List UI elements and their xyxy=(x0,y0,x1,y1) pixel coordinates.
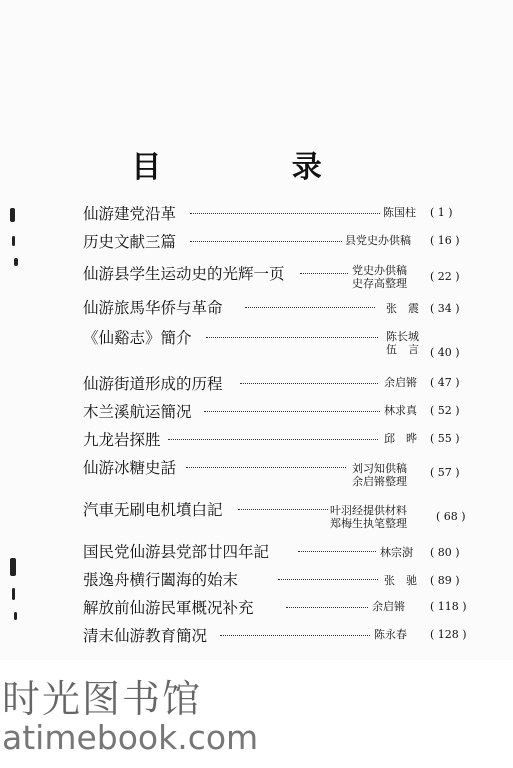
toc-entry xyxy=(0,262,513,296)
entry-page: ( 57 ) xyxy=(430,466,460,479)
entry-title: 仙游街道形成的历程 xyxy=(83,375,223,393)
watermark-chinese: 时光图书馆 xyxy=(2,677,203,721)
entry-page: ( 22 ) xyxy=(430,270,460,283)
dot-leader xyxy=(286,607,368,608)
page-title: 目 录 xyxy=(131,150,382,185)
toc-entry xyxy=(0,296,513,330)
entry-page: ( 16 ) xyxy=(430,234,460,247)
entry-author: 陈永春 xyxy=(374,628,407,641)
dot-leader xyxy=(190,213,380,214)
entry-page: ( 52 ) xyxy=(430,404,460,417)
entry-author: 余启锵 xyxy=(384,376,417,389)
entry-title: 国民党仙游县党部廿四年記 xyxy=(83,543,270,561)
entry-author: 张 震 xyxy=(386,302,419,315)
entry-title: 《仙谿志》簡介 xyxy=(83,329,192,347)
dot-leader xyxy=(278,579,378,580)
dot-leader xyxy=(204,411,380,412)
entry-page: ( 68 ) xyxy=(436,510,466,523)
entry-author: 邱 晔 xyxy=(384,432,417,445)
entry-author: 余启锵 xyxy=(372,600,405,613)
entry-page: ( 128 ) xyxy=(430,628,467,641)
dot-leader xyxy=(190,241,342,242)
toc-entry xyxy=(0,498,513,532)
dot-leader xyxy=(238,509,328,510)
entry-author: 陈国柱 xyxy=(383,206,416,219)
entry-page: ( 55 ) xyxy=(430,432,460,445)
dot-leader xyxy=(300,273,348,274)
dot-leader xyxy=(220,635,370,636)
dot-leader xyxy=(168,439,378,440)
entry-author: 党史办供稿 史存高整理 xyxy=(352,264,407,290)
entry-title: 汽車无刷电机墳白記 xyxy=(83,501,223,519)
entry-page: ( 40 ) xyxy=(430,346,460,359)
entry-title: 仙游县学生运动史的光辉一页 xyxy=(83,265,285,283)
entry-title: 九龙岩探胜 xyxy=(83,431,161,449)
entry-author: 刘习知供稿 余启锵整理 xyxy=(352,462,407,488)
entry-page: ( 80 ) xyxy=(430,546,460,559)
watermark-url: atimebook.com xyxy=(2,718,259,757)
dot-leader xyxy=(245,307,375,308)
entry-author: 叶羽经提供材料 郑梅生执笔整理 xyxy=(330,504,407,530)
entry-title: 仙游冰糖史話 xyxy=(83,459,177,477)
entry-author: 县党史办供稿 xyxy=(345,234,411,247)
dot-leader xyxy=(298,551,376,552)
entry-page: ( 47 ) xyxy=(430,376,460,389)
entry-page: ( 34 ) xyxy=(430,302,460,315)
dot-leader xyxy=(206,337,378,338)
entry-page: ( 1 ) xyxy=(430,206,453,219)
dot-leader xyxy=(186,467,346,468)
toc-entry xyxy=(0,624,513,658)
entry-title: 清末仙游教育簡况 xyxy=(83,627,208,645)
entry-title: 仙游建党沿革 xyxy=(83,205,177,223)
entry-title: 历史文献三篇 xyxy=(83,233,177,251)
entry-title: 木兰溪航运簡况 xyxy=(83,403,192,421)
toc-entry xyxy=(0,230,513,264)
entry-author: 林宗澍 xyxy=(380,546,413,559)
entry-title: 仙游旅馬华侨与革命 xyxy=(83,299,223,317)
toc-entry xyxy=(0,456,513,490)
entry-title: 張逸舟横行闔海的始末 xyxy=(83,571,239,589)
dot-leader xyxy=(240,383,378,384)
entry-author: 陈长城 伍 言 xyxy=(386,330,419,356)
entry-page: ( 118 ) xyxy=(430,600,467,613)
toc-entry xyxy=(0,326,513,360)
entry-page: ( 89 ) xyxy=(430,574,460,587)
entry-author: 张 驰 xyxy=(384,574,417,587)
entry-author: 林求真 xyxy=(384,404,417,417)
entry-title: 解放前仙游民軍概况补充 xyxy=(83,599,254,617)
